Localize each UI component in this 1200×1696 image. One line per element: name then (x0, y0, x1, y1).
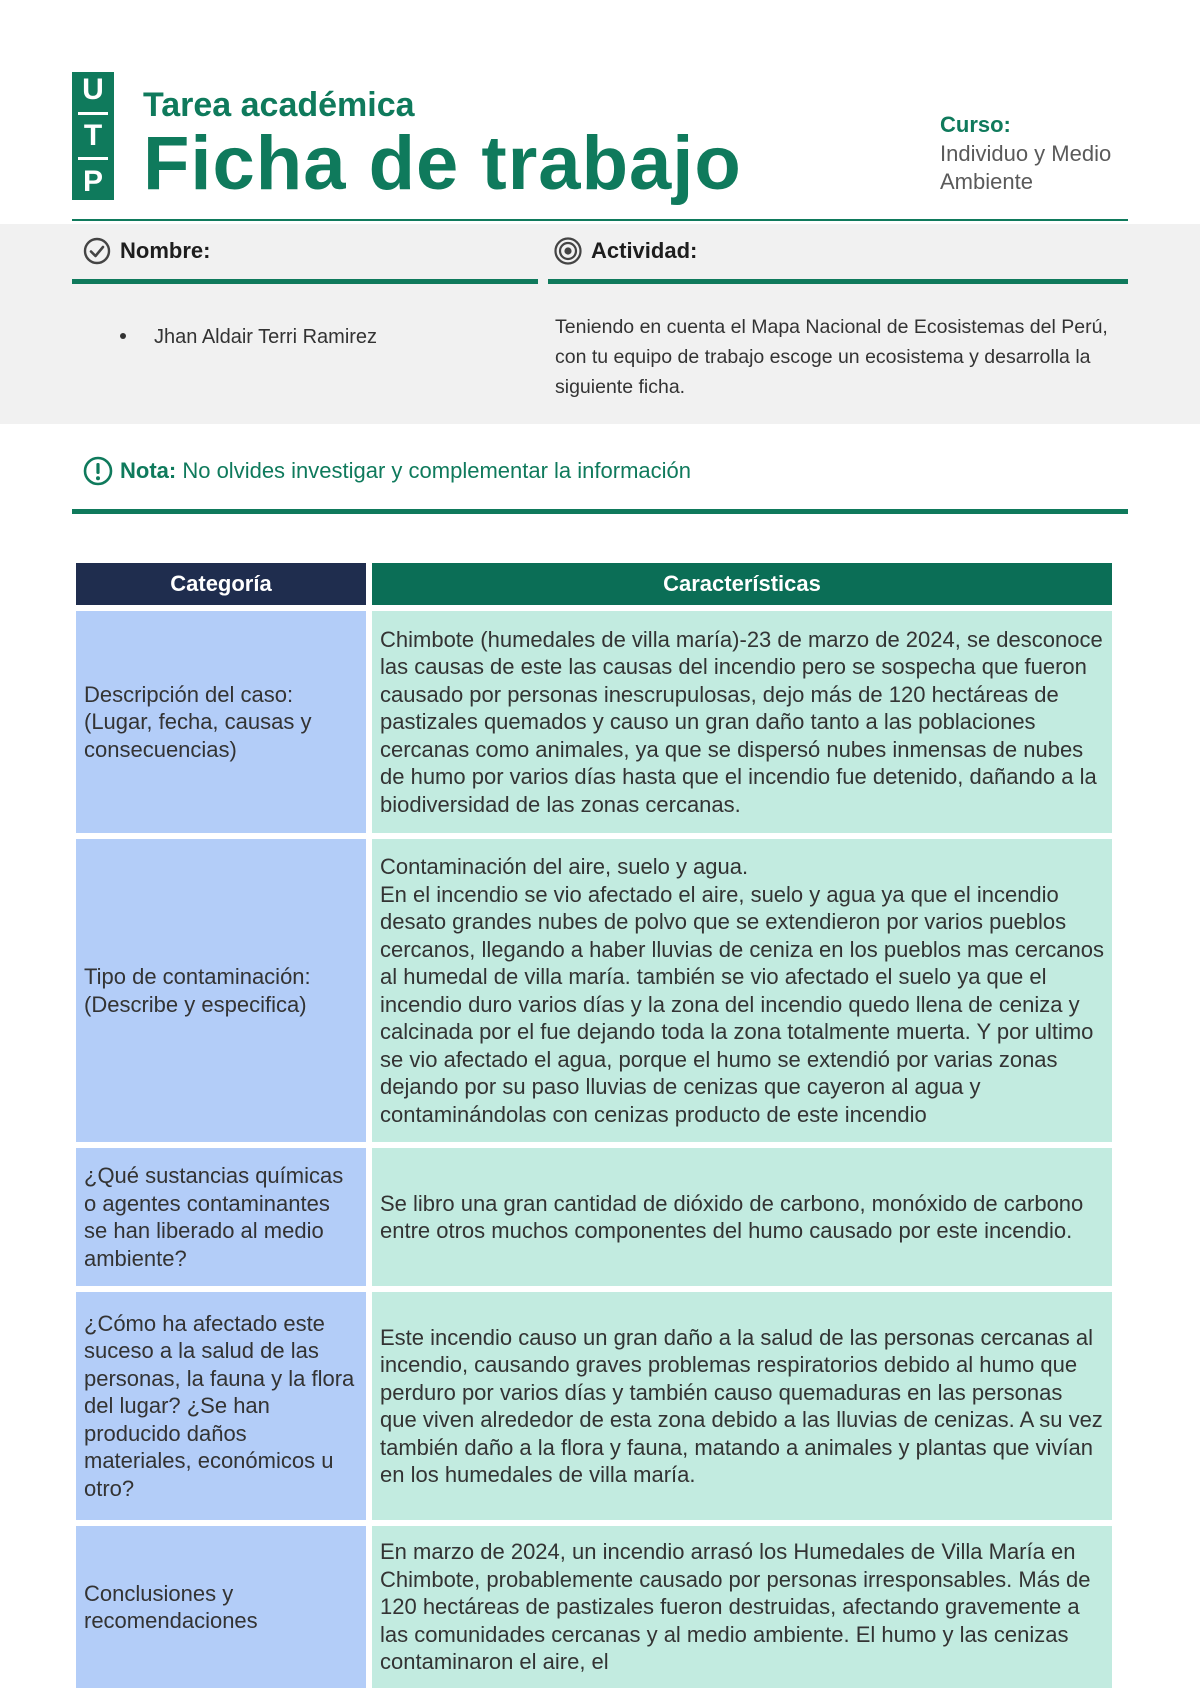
category-cell: ¿Qué sustancias químicas o agentes contaminantes se han liberado al medio ambiente? (76, 1148, 366, 1286)
category-cell: Tipo de contaminación: (Describe y especifica) (76, 839, 366, 1142)
table-row (76, 1526, 1112, 1688)
ficha-table (70, 557, 1118, 1694)
characteristics-cell: En marzo de 2024, un incendio arrasó los Humedales de Villa María en Chimbote, probablemente causado por personas irresponsables. Más de 120 hectáreas de pastizales fueron destruidas, afectando gravemente a las comunidades cercanas y al medio ambiente. El humo y las cenizas contaminaron el aire, el (372, 1526, 1112, 1688)
table-row (76, 611, 1112, 833)
bullet-icon (120, 333, 126, 339)
actividad-rule (548, 279, 1128, 284)
category-cell: Conclusiones y recomendaciones (76, 1526, 366, 1688)
exclamation-circle-icon (82, 455, 114, 487)
category-cell: ¿Cómo ha afectado este suceso a la salud de las personas, la fauna y la flora del lugar? ¿Se han producido daños materiales, económicos u otro? (76, 1292, 366, 1520)
utp-logo (72, 72, 114, 200)
nota-label: Nota: (120, 458, 177, 483)
table-row (76, 839, 1112, 1142)
nombre-label: Nombre: (120, 238, 211, 263)
nota-line (82, 455, 691, 487)
characteristics-cell: Se libro una gran cantidad de dióxido de carbono, monóxido de carbono entre otros muchos componentes del humo causado por este incendio. (372, 1148, 1112, 1286)
logo-divider (78, 112, 108, 115)
characteristics-cell: Este incendio causo un gran daño a la salud de las personas cercanas al incendio, causando graves problemas respiratorios debido al humo que perduro por varios días y también causo quemaduras en las personas que viven alrededor de esta zona debido a las lluvias de cenizas. A su vez también daño a la flora y fauna, matando a animales y plantas que vivían en los humedales de villa maría. (372, 1292, 1112, 1520)
nombre-rule (72, 279, 538, 284)
actividad-label: Actividad: (591, 238, 698, 263)
logo-letter-t: T (83, 118, 103, 152)
table-row (76, 1292, 1112, 1520)
check-circle-icon (82, 236, 112, 266)
curso-value: Individuo y Medio Ambiente (940, 141, 1112, 194)
target-icon (553, 236, 583, 266)
document-pretitle: Tarea académica (143, 86, 415, 124)
logo-letter-u: U (82, 73, 104, 107)
nombre-value: Jhan Aldair Terri Ramirez (154, 326, 378, 348)
nota-divider (72, 509, 1128, 514)
nombre-label-row (82, 236, 210, 266)
logo-letter-p: P (82, 164, 103, 198)
curso-label: Curso: (940, 112, 1011, 137)
characteristics-lead: Contaminación del aire, suelo y agua. (380, 854, 749, 879)
header-divider (72, 219, 1128, 221)
actividad-text: Teniendo en cuenta el Mapa Nacional de Ecosistemas del Perú, con tu equipo de trabajo escoge un ecosistema y desarrolla la siguiente ficha. (555, 316, 1108, 398)
characteristics-cell (372, 839, 1112, 1142)
column-header-categoria: Categoría (76, 563, 366, 605)
nota-text: No olvides investigar y complementar la información (176, 458, 691, 483)
characteristics-cell: Chimbote (humedales de villa maría)-23 de marzo de 2024, se desconoce las causas de este las causas del incendio pero se sospecha que fueron causado por personas inescrupulosas, dejo más de 120 hectáreas de pastizales quemados y causo un gran daño tanto a las poblaciones cercanas como animales, ya que se dispersó nubes inmensas de nubes de humo por varios días hasta que el incendio fue detenido, dañando a la biodiversidad de las zonas cercanas. (372, 611, 1112, 833)
table-header-row (76, 563, 1112, 605)
table-row (76, 1148, 1112, 1286)
logo-divider (78, 157, 108, 160)
column-header-caracteristicas: Características (372, 563, 1112, 605)
characteristics-body: En el incendio se vio afectado el aire, suelo y agua ya que el incendio desato grandes nubes de polvo que se extendieron por varios pueblos cercanos, llegando a haber lluvias de ceniza en los pueblos mas cercanos al humedal de villa maría. también se vio afectado el suelo ya que el incendio duro varios días y la zona del incendio quedo llena de ceniza y calcinada por el fue dejando toda la zona totalmente muerta. Y por ultimo se vio afectado el agua, porque el humo se extendió por varias zonas dejando por su paso lluvias de cenizas que cayeron al agua y contaminándolas con cenizas producto de este incendio (380, 881, 1104, 1127)
actividad-label-row (553, 236, 697, 266)
document-title: Ficha de trabajo (143, 121, 742, 206)
nombre-list-item (120, 326, 377, 349)
category-cell: Descripción del caso: (Lugar, fecha, causas y consecuencias) (76, 611, 366, 833)
